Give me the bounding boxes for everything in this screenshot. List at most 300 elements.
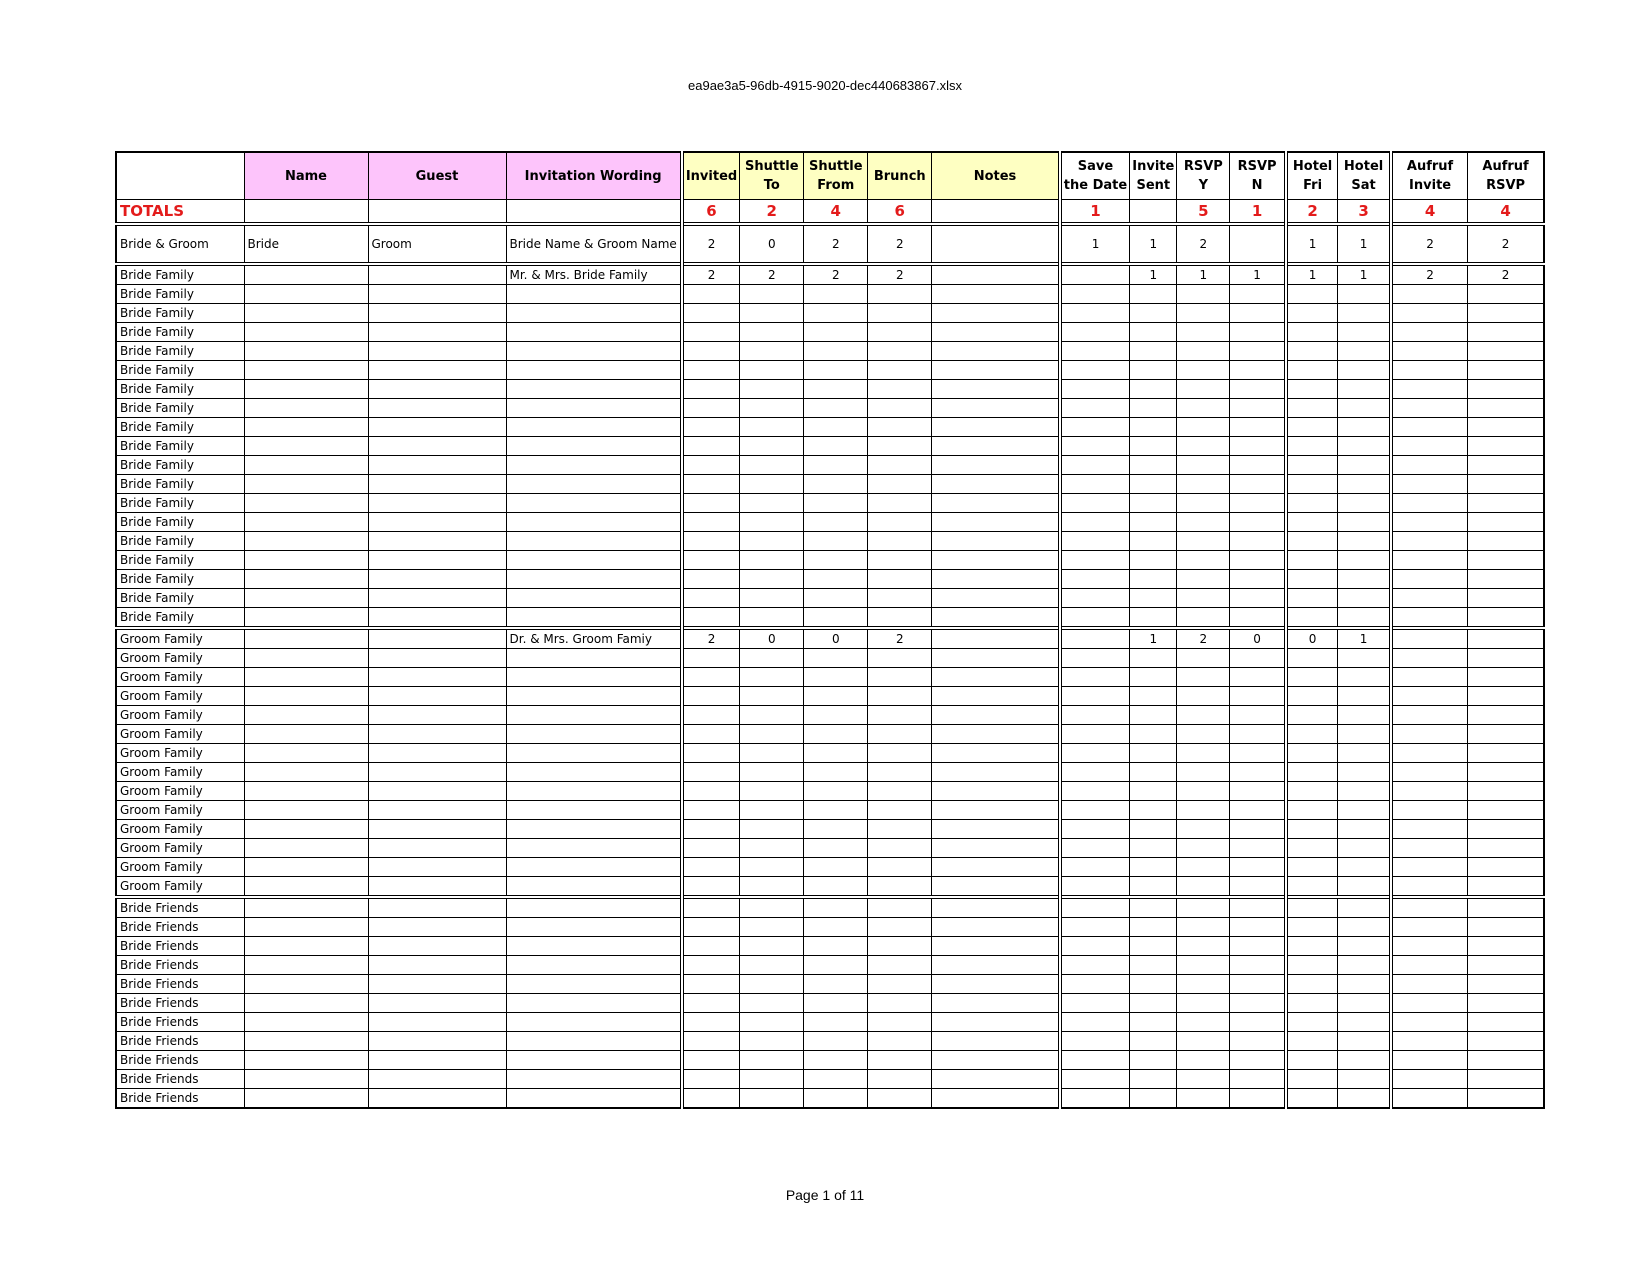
cell — [804, 285, 868, 304]
cell — [868, 285, 932, 304]
cell — [868, 1013, 932, 1032]
cell — [1230, 323, 1286, 342]
total-invite-sent — [1130, 200, 1177, 225]
cell — [244, 323, 368, 342]
cell — [804, 418, 868, 437]
cell — [244, 687, 368, 706]
cell — [1468, 1051, 1544, 1070]
cell — [1338, 839, 1391, 858]
cell — [682, 1051, 740, 1070]
row-guest: Groom — [368, 224, 506, 264]
cell — [368, 649, 506, 668]
row-category: Bride Friends — [116, 1013, 244, 1032]
cell — [506, 839, 682, 858]
cell — [1468, 628, 1544, 649]
cell — [1177, 1013, 1230, 1032]
cell — [1468, 513, 1544, 532]
cell — [740, 937, 804, 956]
cell — [1286, 1032, 1338, 1051]
cell — [1130, 668, 1177, 687]
cell — [1130, 380, 1177, 399]
cell — [868, 399, 932, 418]
cell — [868, 744, 932, 763]
cell — [1130, 570, 1177, 589]
cell — [1177, 456, 1230, 475]
cell — [932, 649, 1060, 668]
table-row — [116, 1089, 1544, 1109]
table-row — [116, 1051, 1544, 1070]
cell — [740, 725, 804, 744]
cell: 2 — [804, 264, 868, 285]
cell: 2 — [682, 224, 740, 264]
col-header-invite-sent: Invite Sent — [1130, 152, 1177, 200]
cell — [244, 304, 368, 323]
table-row — [116, 380, 1544, 399]
cell — [506, 820, 682, 839]
cell — [868, 342, 932, 361]
cell — [682, 782, 740, 801]
cell — [740, 918, 804, 937]
cell — [804, 456, 868, 475]
cell — [804, 323, 868, 342]
cell — [1286, 1089, 1338, 1109]
cell: 2 — [804, 224, 868, 264]
cell: 2 — [868, 264, 932, 285]
cell — [1060, 956, 1130, 975]
row-category: Bride Family — [116, 532, 244, 551]
row-category: Bride Family — [116, 323, 244, 342]
guest-list-table — [115, 151, 1545, 1109]
cell — [682, 532, 740, 551]
table-row — [116, 418, 1544, 437]
table-row — [116, 918, 1544, 937]
table-row — [116, 304, 1544, 323]
cell — [1177, 763, 1230, 782]
cell — [1468, 570, 1544, 589]
cell — [244, 975, 368, 994]
cell — [1130, 323, 1177, 342]
cell — [506, 380, 682, 399]
cell — [506, 918, 682, 937]
cell — [1468, 437, 1544, 456]
total-aufruf-invite: 4 — [1391, 200, 1468, 225]
row-category: Bride Family — [116, 342, 244, 361]
cell — [1391, 918, 1468, 937]
cell — [1130, 304, 1177, 323]
cell — [740, 437, 804, 456]
cell — [804, 475, 868, 494]
cell — [1060, 264, 1130, 285]
cell — [1286, 1070, 1338, 1089]
row-category: Bride Friends — [116, 1051, 244, 1070]
row-category: Groom Family — [116, 744, 244, 763]
cell — [1391, 628, 1468, 649]
cell — [740, 323, 804, 342]
cell — [1468, 456, 1544, 475]
cell — [682, 1089, 740, 1109]
cell — [1286, 1051, 1338, 1070]
row-category: Bride Family — [116, 551, 244, 570]
cell — [1060, 801, 1130, 820]
row-category: Bride Family — [116, 608, 244, 629]
cell — [506, 323, 682, 342]
cell: 1 — [1130, 628, 1177, 649]
row-category: Groom Family — [116, 839, 244, 858]
cell — [1177, 589, 1230, 608]
cell — [1391, 475, 1468, 494]
cell — [1177, 668, 1230, 687]
cell — [1286, 285, 1338, 304]
cell — [1230, 725, 1286, 744]
cell — [740, 897, 804, 918]
cell — [1338, 494, 1391, 513]
cell — [244, 551, 368, 570]
cell — [506, 975, 682, 994]
cell — [1130, 418, 1177, 437]
total-rsvp-n: 1 — [1230, 200, 1286, 225]
cell — [1338, 589, 1391, 608]
total-hotel-sat: 3 — [1338, 200, 1391, 225]
cell: 0 — [804, 628, 868, 649]
cell — [368, 1089, 506, 1109]
cell — [1230, 744, 1286, 763]
cell — [868, 551, 932, 570]
cell — [1130, 589, 1177, 608]
cell — [1130, 513, 1177, 532]
cell — [868, 687, 932, 706]
cell — [244, 877, 368, 898]
cell — [1130, 744, 1177, 763]
cell — [740, 1070, 804, 1089]
cell — [682, 475, 740, 494]
row-category: Bride Family — [116, 437, 244, 456]
cell — [1230, 649, 1286, 668]
cell — [804, 304, 868, 323]
cell — [1060, 513, 1130, 532]
row-category: Groom Family — [116, 763, 244, 782]
cell — [1286, 437, 1338, 456]
cell — [1286, 687, 1338, 706]
cell — [1230, 918, 1286, 937]
cell — [682, 994, 740, 1013]
cell — [368, 801, 506, 820]
cell — [804, 1089, 868, 1109]
cell — [1230, 763, 1286, 782]
cell — [682, 380, 740, 399]
cell — [1391, 897, 1468, 918]
cell — [506, 649, 682, 668]
cell — [1286, 494, 1338, 513]
cell — [868, 304, 932, 323]
table-row — [116, 570, 1544, 589]
table-row — [116, 513, 1544, 532]
cell — [368, 532, 506, 551]
table-row — [116, 551, 1544, 570]
cell — [932, 1013, 1060, 1032]
cell — [1177, 380, 1230, 399]
cell — [1468, 285, 1544, 304]
row-category: Bride Family — [116, 475, 244, 494]
cell — [740, 839, 804, 858]
cell — [1286, 937, 1338, 956]
cell — [1468, 706, 1544, 725]
cell: 1 — [1130, 264, 1177, 285]
totals-label: TOTALS — [116, 200, 244, 225]
cell — [1338, 649, 1391, 668]
cell — [682, 285, 740, 304]
cell — [1230, 361, 1286, 380]
cell — [1286, 706, 1338, 725]
cell — [804, 1013, 868, 1032]
cell — [506, 304, 682, 323]
cell — [740, 285, 804, 304]
cell — [1230, 1013, 1286, 1032]
cell — [1338, 532, 1391, 551]
cell — [1060, 1013, 1130, 1032]
cell — [1130, 361, 1177, 380]
table-row — [116, 687, 1544, 706]
cell — [1230, 877, 1286, 898]
cell — [804, 937, 868, 956]
cell — [1468, 687, 1544, 706]
cell — [368, 437, 506, 456]
cell — [932, 399, 1060, 418]
cell — [244, 264, 368, 285]
cell — [804, 897, 868, 918]
cell — [1338, 285, 1391, 304]
cell — [1130, 782, 1177, 801]
cell — [1391, 342, 1468, 361]
cell — [1230, 706, 1286, 725]
cell — [868, 668, 932, 687]
row-category: Bride Family — [116, 361, 244, 380]
cell — [1391, 513, 1468, 532]
cell — [1230, 994, 1286, 1013]
cell — [1060, 551, 1130, 570]
cell — [1230, 224, 1286, 264]
cell — [368, 1070, 506, 1089]
total-rsvp-y: 5 — [1177, 200, 1230, 225]
cell — [1391, 687, 1468, 706]
cell — [1177, 649, 1230, 668]
table-row — [116, 937, 1544, 956]
cell — [1130, 801, 1177, 820]
cell — [244, 763, 368, 782]
cell — [1177, 494, 1230, 513]
col-header-guest: Guest — [368, 152, 506, 200]
cell — [740, 858, 804, 877]
cell — [506, 1070, 682, 1089]
cell — [1230, 858, 1286, 877]
row-name: Bride — [244, 224, 368, 264]
cell — [868, 418, 932, 437]
cell — [1230, 475, 1286, 494]
cell — [368, 380, 506, 399]
cell — [1230, 342, 1286, 361]
cell — [1177, 897, 1230, 918]
cell — [1230, 801, 1286, 820]
cell — [1338, 361, 1391, 380]
cell — [804, 839, 868, 858]
table-row — [116, 782, 1544, 801]
row-category: Bride Family — [116, 456, 244, 475]
cell — [932, 380, 1060, 399]
cell — [1391, 608, 1468, 629]
cell — [1391, 782, 1468, 801]
cell — [1060, 342, 1130, 361]
cell — [682, 456, 740, 475]
cell — [682, 304, 740, 323]
cell — [1338, 475, 1391, 494]
cell — [1338, 782, 1391, 801]
cell — [1468, 956, 1544, 975]
cell — [932, 1032, 1060, 1051]
cell — [868, 475, 932, 494]
cell — [804, 380, 868, 399]
row-category: Bride Friends — [116, 1089, 244, 1109]
cell — [244, 897, 368, 918]
cell — [1230, 589, 1286, 608]
table-row — [116, 494, 1544, 513]
cell — [368, 706, 506, 725]
cell — [682, 706, 740, 725]
cell — [1391, 763, 1468, 782]
cell — [1286, 323, 1338, 342]
cell — [1060, 877, 1130, 898]
cell — [1286, 725, 1338, 744]
cell — [1468, 551, 1544, 570]
cell: 2 — [682, 264, 740, 285]
cell — [740, 494, 804, 513]
cell — [1230, 285, 1286, 304]
cell — [740, 877, 804, 898]
cell — [1468, 877, 1544, 898]
cell — [506, 475, 682, 494]
cell — [368, 513, 506, 532]
table-row — [116, 475, 1544, 494]
cell — [506, 763, 682, 782]
cell — [1468, 763, 1544, 782]
cell — [244, 513, 368, 532]
cell — [1468, 744, 1544, 763]
cell — [244, 1089, 368, 1109]
cell — [1338, 937, 1391, 956]
cell: 2 — [682, 628, 740, 649]
cell — [368, 304, 506, 323]
cell — [506, 494, 682, 513]
cell: 2 — [1177, 224, 1230, 264]
cell — [1060, 532, 1130, 551]
cell — [1060, 285, 1130, 304]
cell — [804, 1051, 868, 1070]
cell — [868, 570, 932, 589]
cell — [868, 937, 932, 956]
cell — [244, 628, 368, 649]
cell — [868, 456, 932, 475]
cell — [932, 994, 1060, 1013]
table-row — [116, 956, 1544, 975]
cell — [1391, 706, 1468, 725]
cell — [804, 763, 868, 782]
cell — [1391, 820, 1468, 839]
total-hotel-fri: 2 — [1286, 200, 1338, 225]
table-row — [116, 323, 1544, 342]
cell — [1391, 1032, 1468, 1051]
cell — [506, 532, 682, 551]
cell — [506, 399, 682, 418]
cell — [932, 418, 1060, 437]
cell — [932, 323, 1060, 342]
cell — [740, 361, 804, 380]
cell — [244, 1032, 368, 1051]
cell — [368, 628, 506, 649]
cell: 0 — [1230, 628, 1286, 649]
cell — [682, 589, 740, 608]
cell: Dr. & Mrs. Groom Famiy — [506, 628, 682, 649]
cell: 1 — [1130, 224, 1177, 264]
cell — [1286, 608, 1338, 629]
cell — [804, 858, 868, 877]
cell — [368, 570, 506, 589]
cell — [1468, 361, 1544, 380]
cell — [1060, 918, 1130, 937]
cell — [506, 418, 682, 437]
cell — [932, 975, 1060, 994]
cell — [1286, 551, 1338, 570]
cell — [932, 725, 1060, 744]
cell — [1060, 668, 1130, 687]
row-category: Groom Family — [116, 649, 244, 668]
cell — [804, 551, 868, 570]
cell — [868, 839, 932, 858]
cell — [1060, 399, 1130, 418]
cell — [868, 494, 932, 513]
cell — [1230, 1089, 1286, 1109]
col-header-brunch: Brunch — [868, 152, 932, 200]
cell — [1060, 380, 1130, 399]
cell — [1391, 418, 1468, 437]
total-aufruf-rsvp: 4 — [1468, 200, 1544, 225]
cell — [506, 608, 682, 629]
cell — [244, 1013, 368, 1032]
cell — [1338, 437, 1391, 456]
row-category: Bride Friends — [116, 1032, 244, 1051]
cell — [868, 820, 932, 839]
cell — [506, 1032, 682, 1051]
cell — [740, 1032, 804, 1051]
table-row — [116, 668, 1544, 687]
cell — [1338, 1089, 1391, 1109]
cell — [1468, 994, 1544, 1013]
cell — [1230, 1032, 1286, 1051]
cell — [1338, 380, 1391, 399]
cell — [868, 858, 932, 877]
cell — [1468, 725, 1544, 744]
cell — [804, 801, 868, 820]
cell — [1338, 918, 1391, 937]
cell — [1230, 668, 1286, 687]
cell — [1060, 570, 1130, 589]
cell — [368, 285, 506, 304]
row-category: Groom Family — [116, 668, 244, 687]
row-category: Groom Family — [116, 782, 244, 801]
cell — [244, 285, 368, 304]
row-category: Bride Family — [116, 380, 244, 399]
cell — [1391, 380, 1468, 399]
cell: 2 — [1468, 264, 1544, 285]
cell — [368, 839, 506, 858]
cell — [1391, 1051, 1468, 1070]
